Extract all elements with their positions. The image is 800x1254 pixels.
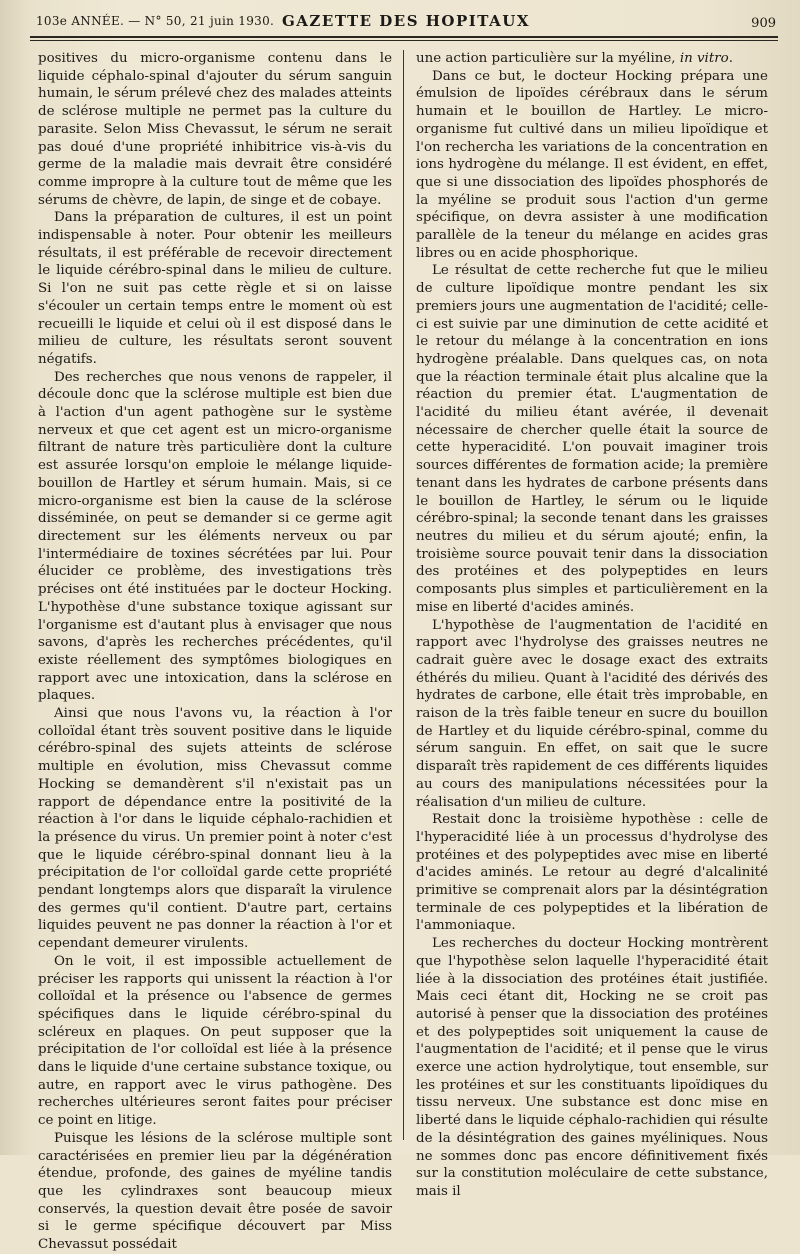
paragraph: On le voit, il est impossible actuellement de préciser les rapports qui unissent la réaction à l'or colloïdal et la présence ou l'absence de germes spécifiques dans le liquide cérébro-spinal du scléreux en plaques. On peut supposer que la précipitation de l'or colloïdal est liée à la présence dans le liquide d'une certaine substance toxique, ou autre, en rapport avec le virus pathogène. Des recherches ultérieures seront faites pour préciser ce point en litige. xyxy=(38,953,392,1129)
column-divider xyxy=(403,50,404,1140)
paragraph: L'hypothèse de l'augmentation de l'acidité en rapport avec l'hydrolyse des graisses neutres ne cadrait guère avec le dosage exact des extraits éthérés du milieu. Quant à l'acidité des dérivés des hydrates de carbone, elle était très improbable, en raison de la très faible teneur en sucre du bouillon de Hartley et du liquide cérébro-spinal, comme du sérum sanguin. En effet, on sait que le sucre disparaît très rapidement de ces différents liquides au cours des manipulations nécessitées pour la réalisation d'un milieu de culture. xyxy=(416,617,768,810)
page-number: 909 xyxy=(751,16,776,31)
paragraph: Restait donc la troisième hypothèse : celle de l'hyperacidité liée à un processus d'hydrolyse des protéines et des polypeptides avec mise en liberté d'acides aminés. Le retour au degré d'alcalinité primitive se comprenait alors par la désintégration terminale de ces polypeptides et la libération de l'ammoniaque. xyxy=(416,812,768,934)
page-header xyxy=(36,10,776,34)
paragraph: Dans la préparation de cultures, il est un point indispensable à noter. Pour obtenir les meilleurs résultats, il est préférable de recevoir directement le liquide cérébro-spinal dans le milieu de culture. Si l'on ne suit pas cette règle et si on laisse s'écouler un certain temps entre le moment où est recueilli le liquide et celui où il est disposé dans le milieu de culture, les résultats seront souvent négatifs. xyxy=(38,210,392,367)
italic-phrase: in vitro xyxy=(679,51,729,66)
header-rule-thick xyxy=(30,36,778,38)
paragraph: positives du micro-organisme contenu dans le liquide céphalo-spinal d'ajouter du sérum sanguin humain, le sérum prélevé chez des malades atteints de sclérose multiple ne permet pas la culture du parasite. Selon Miss Chevassut, le sérum ne serait pas doué d'une propriété inhibitrice vis-à-vis du germe de la maladie mais devrait être considéré comme impropre à la culture tout de même que les sérums de chèvre, de lapin, de singe et de cobaye. xyxy=(38,51,392,208)
left-column xyxy=(38,50,392,1253)
header-rule-thin xyxy=(30,40,778,41)
paragraph: Les recherches du docteur Hocking montrèrent que l'hypothèse selon laquelle l'hyperacidité était liée à la dissociation des protéines était justifiée. Mais ceci étant dit, Hocking ne se croit pas autorisé à penser que la dissociation des protéines et des polypeptides soit uniquement la cause de l'augmentation de l'acidité; et il pense que le virus exerce une action hydrolytique, tout ensemble, sur les protéines et sur les constituants lipoïdiques du tissu nerveux. Une substance est donc mise en liberté dans le liquide céphalo-rachidien qui résulte de la désintégration des gaines myéliniques. Nous ne sommes donc pas encore définitivement fixés sur la constitution moléculaire de cette substance, mais il xyxy=(416,936,768,1199)
paragraph: Ainsi que nous l'avons vu, la réaction à l'or colloïdal étant très souvent positive dans le liquide cérébro-spinal des sujets atteints de sclérose multiple en évolution, miss Chevassut comme Hocking se demandèrent s'il n'existait pas un rapport de dépendance entre la positivité de la réaction à l'or dans le liquide céphalo-rachidien et la présence du virus. Un premier point à noter c'est que le liquide cérébro-spinal donnant lieu à la précipitation de l'or colloïdal garde cette propriété pendant longtemps alors que disparaît la virulence des germes qu'il contient. D'autre part, certains liquides peuvent ne pas donner la réaction à l'or et cependant demeurer virulents. xyxy=(38,706,392,952)
paragraph-text: . xyxy=(728,51,733,66)
paragraph: Le résultat de cette recherche fut que le milieu de culture lipoïdique montre pendant les six premiers jours une augmentation de l'acidité; celle-ci est suivie par une diminution de cette acidité et le retour du mélange à la concentration en ions hydrogène préalable. Dans quelques cas, on nota que la réaction terminale était plus alcaline que la réaction du premier état. L'augmentation de l'acidité du milieu étant avérée, il devenait nécessaire de chercher quelle était la source de cette hyperacidité. L'on pouvait imaginer trois sources différentes de formation acide; la première tenant dans les hydrates de carbone présents dans le bouillon de Hartley, le sérum ou le liquide cérébro-spinal; la seconde tenant dans les graisses neutres du milieu et du sérum ajouté; enfin, la troisième source pouvait tenir dans la dissociation des protéines et des polypeptides en leurs composants plus simples et particulièrement en la mise en liberté d'acides aminés. xyxy=(416,263,768,615)
issue-line: 103e ANNÉE. — N° 50, 21 juin 1930. xyxy=(36,14,275,28)
paragraph xyxy=(416,50,768,68)
right-column xyxy=(416,50,768,1199)
paragraph: Dans ce but, le docteur Hocking prépara une émulsion de lipoïdes cérébraux dans le sérum humain et le bouillon de Hartley. Le micro-organisme fut cultivé dans un milieu lipoïdique et l'on rechercha les variations de la concentration en ions hydrogène du mélange. Il est évident, en effet, que si une dissociation des lipoïdes phosphorés de la myéline se produit sous l'action d'un germe spécifique, on devra assister à une modification parallèle de la teneur du mélange en acides gras libres ou en acide phosphorique. xyxy=(416,68,768,261)
paragraph-text: une action particulière sur la myéline, xyxy=(416,51,680,66)
paragraph: Puisque les lésions de la sclérose multiple sont caractérisées en premier lieu par la dégénération étendue, profonde, des gaines de myéline tandis que les cylindraxes sont beaucoup mieux conservés, la question devait être posée de savoir si le germe spécifique découvert par Miss Chevassut possédait xyxy=(38,1130,392,1253)
paragraph: Des recherches que nous venons de rappeler, il découle donc que la sclérose multiple est bien due à l'action d'un agent pathogène sur le système nerveux et que cet agent est un micro-organisme filtrant de nature très particulière dont la culture est assurée lorsqu'on emploie le mélange liquide-bouillon de Hartley et sérum humain. Mais, si ce micro-organisme est bien la cause de la sclérose disséminée, on peut se demander si ce germe agit directement sur les éléments nerveux ou par l'intermédiaire de toxines sécrétées par lui. Pour élucider ce problème, des investigations très précises ont été instituées par le docteur Hocking. L'hypothèse d'une substance toxique agissant sur l'organisme est d'autant plus à envisager que nous savons, d'après les recherches précédentes, qu'il existe réellement des symptômes biologiques en rapport avec une intoxication, dans la sclérose en plaques. xyxy=(38,369,392,704)
journal-title: GAZETTE DES HOPITAUX xyxy=(281,12,530,30)
